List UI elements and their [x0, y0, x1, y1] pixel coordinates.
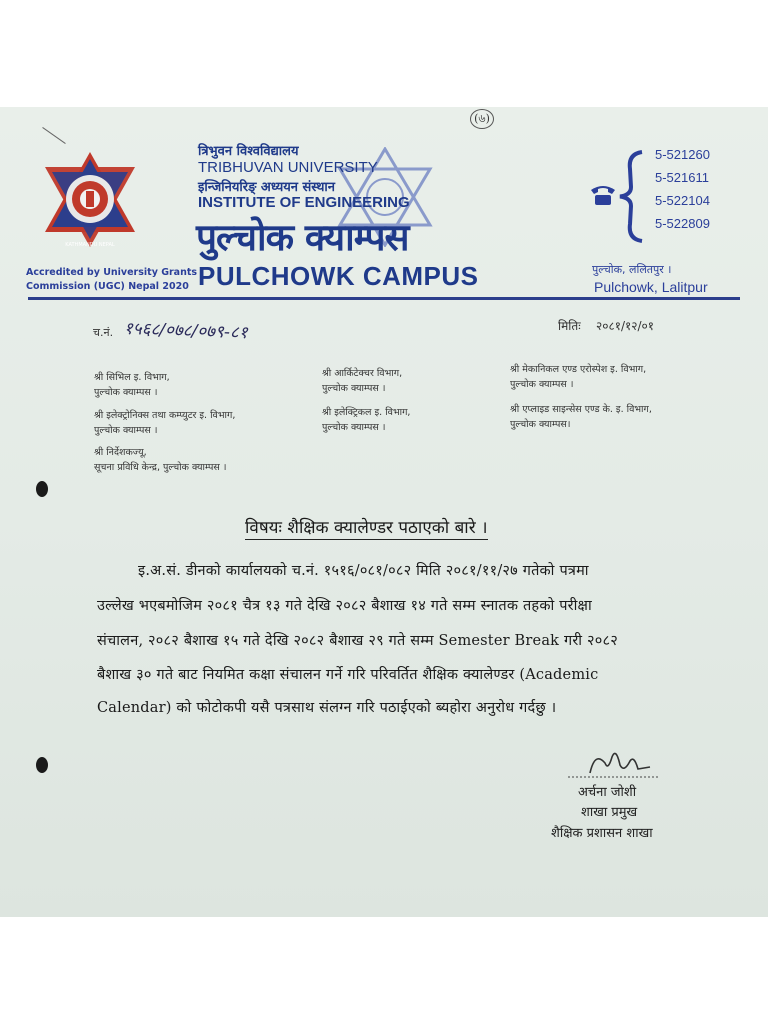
recipient-line: सूचना प्रविधि केन्द्र, पुल्चोक क्याम्पस । [94, 462, 227, 473]
punch-hole [36, 481, 48, 497]
institute-name-nepali: इन्जिनियरिङ् अध्ययन संस्थान [198, 180, 335, 195]
campus-name-nepali: पुल्चोक क्याम्पस [196, 216, 409, 259]
letter-subject: विषयः शैक्षिक क्यालेण्डर पठाएको बारे । [245, 515, 488, 540]
campus-name-english: PULCHOWK CAMPUS [198, 261, 479, 291]
university-name-english: TRIBHUVAN UNIVERSITY [198, 159, 378, 176]
tribhuvan-emblem-icon [40, 147, 140, 257]
reference-label: च.नं. [93, 326, 114, 339]
telephone-icon [588, 182, 618, 208]
reference-number: १५६८/०७८/०७९-८१ [123, 318, 248, 344]
page-mark: (৬) [470, 109, 494, 129]
body-line: इ.अ.सं. डीनको कार्यालयको च.नं. १५१६/०८१/०८२ मिति २०८१/११/२७ गतेको पत्रमा [138, 563, 589, 579]
signatory-name: अर्चना जोशी [578, 785, 637, 800]
recipient-line: श्री एप्लाइड साइन्सेस एण्ड के. इ. विभाग, [510, 404, 652, 415]
body-line: बैशाख ३० गते बाट नियमित कक्षा संचालन गर्ने गरि परिवर्तित शैक्षिक क्यालेण्डर (Academic [97, 667, 599, 683]
recipient-line: श्री इलेक्ट्रोनिक्स तथा कम्प्युटर इ. विभाग, [94, 410, 236, 421]
recipient-line: श्री निर्देशकज्यू, [94, 447, 147, 458]
header-rule [28, 297, 740, 300]
recipient-line: पुल्चोक क्याम्पस । [94, 387, 158, 398]
address-nepali: पुल्चोक, ललितपुर । [592, 263, 672, 276]
university-name-nepali: त्रिभुवन विश्वविद्यालय [198, 144, 299, 159]
recipient-line: श्री मेकानिकल एण्ड एरोस्पेश इ. विभाग, [510, 364, 647, 375]
phone-number: 5-521611 [655, 170, 709, 185]
recipient-line: पुल्चोक क्याम्पस। [510, 419, 571, 430]
date-value: २०८१/१२/०१ [596, 319, 655, 333]
signatory-office: शैक्षिक प्रशासन शाखा [551, 826, 653, 841]
signatory-title: शाखा प्रमुख [581, 805, 638, 820]
punch-hole [36, 757, 48, 773]
recipient-line: श्री सिभिल इ. विभाग, [94, 372, 170, 383]
address-english: Pulchowk, Lalitpur [594, 279, 708, 295]
recipient-line: पुल्चोक क्याम्पस । [322, 422, 386, 433]
institute-name-english: INSTITUTE OF ENGINEERING [198, 194, 410, 211]
phone-number: 5-522809 [655, 216, 710, 231]
letter-paper [0, 107, 768, 917]
body-line: उल्लेख भएबमोजिम २०८१ चैत्र १३ गते देखि २०८२ बैशाख १४ गते सम्म स्नातक तहको परीक्षा [97, 598, 592, 614]
recipient-line: पुल्चोक क्याम्पस । [510, 379, 574, 390]
recipient-line: श्री आर्किटेक्चर विभाग, [322, 368, 403, 379]
curly-brace-icon [616, 149, 646, 244]
phone-number: 5-522104 [655, 193, 710, 208]
pen-mark [42, 127, 66, 144]
recipient-line: पुल्चोक क्याम्पस । [94, 425, 158, 436]
recipient-line: पुल्चोक क्याम्पस । [322, 383, 386, 394]
emblem-caption: KATHMANDU NEPAL [65, 242, 115, 248]
body-line: Calendar) को फोटोकपी यसै पत्रसाथ संलग्न गरि पठाईएको ब्यहोरा अनुरोध गर्दछु । [97, 700, 557, 716]
accreditation-line-1: Accredited by University Grants [26, 267, 198, 278]
handwritten-signature [560, 743, 670, 783]
body-line: संचालन, २०८२ बैशाख १५ गते देखि २०८२ बैशाख २९ गते सम्म Semester Break गरी २०८२ [97, 633, 618, 649]
phone-number: 5-521260 [655, 147, 710, 162]
accreditation-line-2: Commission (UGC) Nepal 2020 [26, 281, 189, 292]
date-label: मितिः [558, 319, 581, 333]
recipient-line: श्री इलेक्ट्रिकल इ. विभाग, [322, 407, 411, 418]
